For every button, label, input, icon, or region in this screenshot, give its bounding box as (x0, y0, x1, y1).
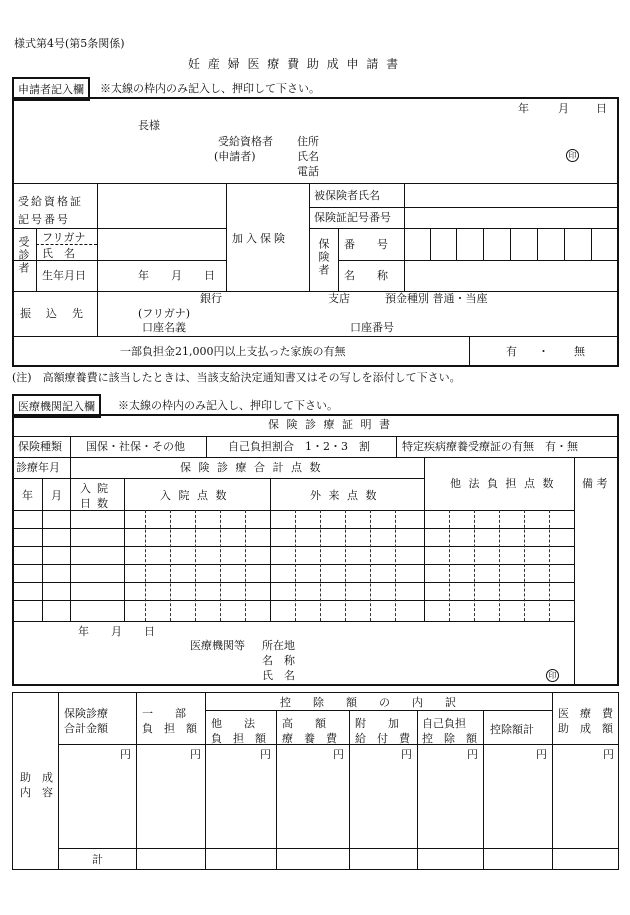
insurer-label: 保険者 (317, 238, 330, 277)
date-day: 日 (596, 102, 607, 115)
patient-label: 受診者 (17, 236, 30, 275)
ins-type-label: 保険種類 (18, 440, 62, 453)
medical-note: ※太線の枠内のみ記入し、押印して下さい。 (118, 399, 338, 412)
yen-unit: 円 (536, 748, 547, 761)
dob-label: 生年月日 (42, 269, 86, 282)
aid-amount-header: 医 療 費 助 成 額 (558, 707, 613, 736)
ins-type-value: 国保・社保・その他 (86, 440, 185, 453)
applicant-section-label: 申請者記入欄 (12, 77, 90, 101)
month-col: 月 (51, 489, 62, 502)
family-question: 一部負担金21,000円以上支払った家族の有無 (120, 345, 346, 358)
address-label: 住所 (297, 135, 319, 148)
bank-label: 銀行 (200, 292, 222, 305)
aid-content-label: 助 成 内 容 (20, 771, 53, 800)
transfer-label: 振 込 先 (20, 307, 85, 320)
account-number-label: 口座番号 (350, 321, 394, 334)
yen-unit: 円 (190, 748, 201, 761)
self-deduct-header: 自己負担 控 除 額 (422, 717, 477, 746)
yen-unit: 円 (467, 748, 478, 761)
outpatient-points-header: 外 来 点 数 (310, 489, 379, 502)
family-no: 無 (574, 345, 585, 358)
furigana-paren-label: (フリガナ) (138, 307, 191, 320)
table-row (12, 621, 575, 622)
inpatient-points-header: 入 院 点 数 (160, 489, 229, 502)
insurer-number-label: 番 号 (344, 238, 388, 251)
account-holder-label: 口座名義 (142, 321, 186, 334)
cert-no-label: 受給資格証 記号番号 (18, 195, 83, 226)
yen-unit: 円 (603, 748, 614, 761)
table-row (12, 546, 575, 547)
special-disease: 特定疾病療養受療証の有無 有・無 (402, 440, 578, 453)
month-header: 診療年月 (16, 461, 60, 474)
location-label: 所在地 (262, 639, 295, 652)
name-label: 氏名 (297, 150, 319, 163)
institution-label: 医療機関等 (190, 639, 245, 652)
applicant-note: ※太線の枠内のみ記入し、押印して下さい。 (100, 82, 320, 95)
insurer-name-label: 名 称 (344, 269, 388, 282)
copay-ratio: 自己負担割合 1・2・3 割 (228, 440, 370, 453)
table-row (12, 564, 575, 565)
table-row (12, 582, 575, 583)
table-row (12, 528, 575, 529)
ins-total-header: 保険診療 合計金額 (64, 707, 108, 736)
institution-name-label: 名 称 (262, 654, 295, 667)
inpatient-days-header: 入院 日数 (80, 482, 114, 511)
footnote: (注) 高額療養費に該当したときは、当該支給決定通知書又はその写しを添付して下さい。 (12, 371, 461, 384)
yen-unit: 円 (401, 748, 412, 761)
year-col: 年 (22, 489, 33, 502)
dob-format: 年 月 日 (138, 269, 215, 282)
points-total-header: 保 険 診 療 合 計 点 数 (180, 461, 323, 474)
cert-title: 保 険 診 療 証 明 書 (268, 418, 392, 431)
supplement-header: 附 加 給 付 費 (355, 717, 410, 746)
patient-name-label: 氏 名 (42, 247, 75, 260)
phone-label: 電話 (297, 165, 319, 178)
account-type-label: 預金種別 普通・当座 (385, 292, 488, 305)
family-yes: 有 (506, 345, 517, 358)
seal-icon: 印 (566, 149, 579, 162)
addressee: 長様 (138, 119, 160, 132)
total-label: 計 (92, 853, 103, 866)
yen-unit: 円 (120, 748, 131, 761)
date-year: 年 (518, 102, 529, 115)
enrolled-label: 加入保険 (232, 232, 288, 245)
family-dot: ・ (538, 345, 549, 358)
copay-header: 一 部 負 担 額 (142, 707, 197, 736)
medical-seal-icon: 印 (546, 669, 559, 682)
form-number: 様式第4号(第5条関係) (14, 37, 125, 50)
applicant-paren: (申請者) (214, 150, 256, 163)
medical-date-format: 年 月 日 (78, 625, 155, 638)
date-month: 月 (558, 102, 569, 115)
table-row (12, 600, 575, 601)
recipient-label: 受給資格者 (218, 135, 273, 148)
form-title: 妊 産 婦 医 療 費 助 成 申 請 書 (188, 57, 401, 71)
furigana-label: フリガナ (42, 231, 86, 244)
other-law-header: 他 法 負 担 点 数 (450, 477, 556, 490)
other-law-burden-header: 他 法 負 担 額 (211, 717, 266, 746)
yen-unit: 円 (333, 748, 344, 761)
high-cost-header: 高 額 療 養 費 (282, 717, 337, 746)
deductions-header: 控 除 額 の 内 訳 (280, 696, 456, 709)
branch-label: 支店 (328, 292, 350, 305)
medical-section-label: 医療機関記入欄 (12, 394, 101, 418)
doctor-name-label: 氏 名 (262, 669, 295, 682)
deduct-total-header: 控除額計 (490, 723, 534, 736)
insured-name-label: 被保険者氏名 (314, 189, 380, 202)
remarks-header: 備 考 (582, 477, 608, 490)
yen-unit: 円 (260, 748, 271, 761)
ins-card-no-label: 保険証記号番号 (314, 211, 391, 224)
medical-box (12, 414, 619, 686)
